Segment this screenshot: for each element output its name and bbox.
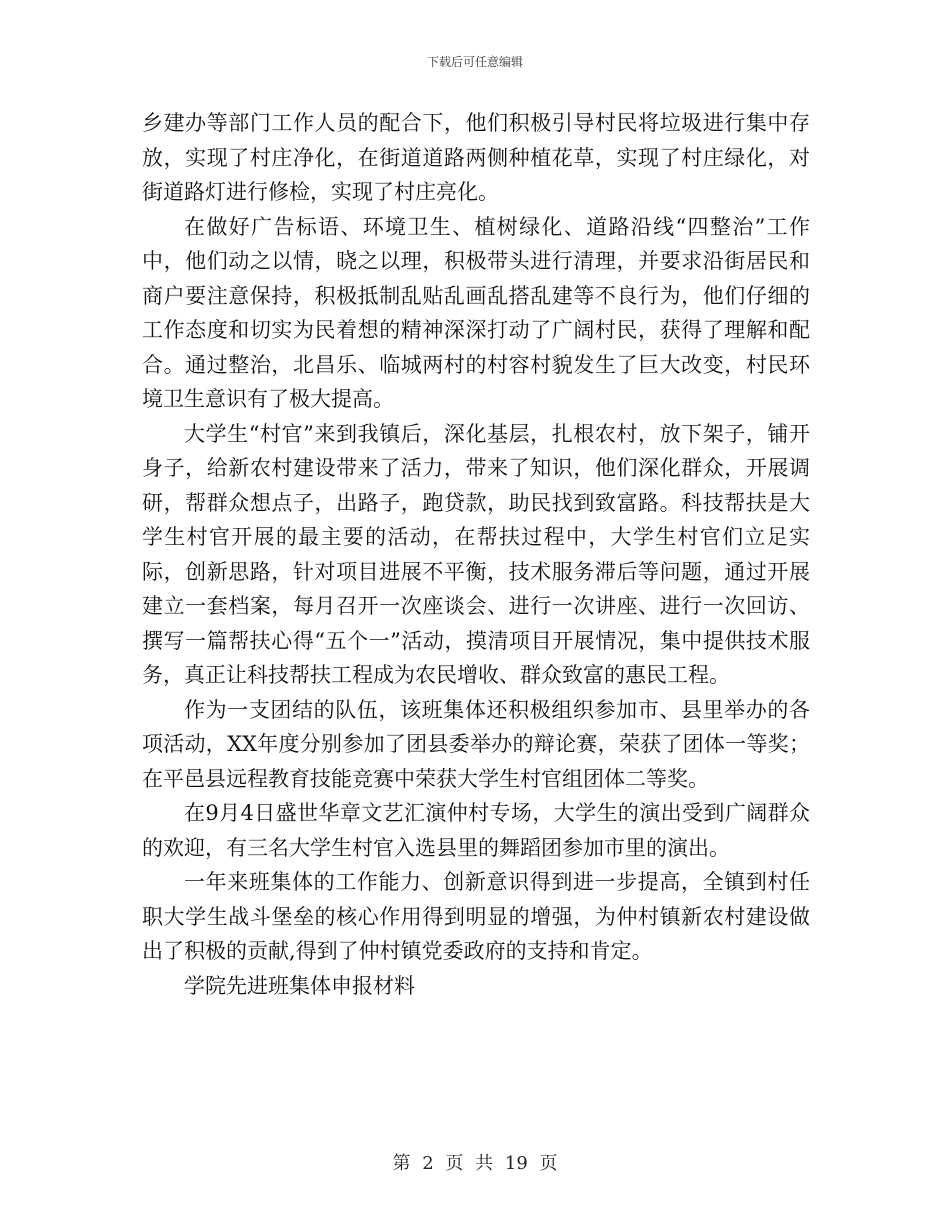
- paragraph-5: 在9月4日盛世华章文艺汇演仲村专场，大学生的演出受到广阔群众的欢迎，有三名大学生村官入选县里的舞蹈团参加市里的演出。: [142, 801, 810, 860]
- paragraph-3: 大学生“村官”来到我镇后，深化基层，扎根农村，放下架子，铺开身子，给新农村建设带来了活力，带来了知识，他们深化群众，开展调研，帮群众想点子，出路子，跑贷款，助民找到致富路。科技帮扶是大学生村官开展的最主要的活动，在帮扶过程中，大学生村官们立足实际，创新思路，针对项目进展不平衡，技术服务滞后等问题，通过开展建立一套档案，每月召开一次座谈会、进行一次讲座、进行一次回访、撰写一篇帮扶心得“五个一”活动，摸清项目开展情况，集中提供技术服务，真正让科技帮扶工程成为农民增收、群众致富的惠民工程。: [142, 421, 810, 687]
- paragraph-4: 作为一支团结的队伍，该班集体还积极组织参加市、县里举办的各项活动，XX年度分别参加了团县委举办的辩论赛，荣获了团体一等奖；在平邑县远程教育技能竞赛中荣获大学生村官组团体二等奖。: [142, 697, 810, 791]
- section-heading: 学院先进班集体申报材料: [184, 973, 415, 998]
- footer-current-page: 2: [422, 1153, 434, 1174]
- footer-total-pages: 19: [504, 1153, 528, 1174]
- page-header-note: 下载后可任意编辑: [426, 55, 523, 69]
- paragraph-1: 乡建办等部门工作人员的配合下，他们积极引导村民将垃圾进行集中存放，实现了村庄净化，在街道道路两侧种植花草，实现了村庄绿化，对街道路灯进行修检，实现了村庄亮化。: [142, 111, 810, 204]
- footer-prefix: 第: [392, 1153, 411, 1174]
- footer-suffix: 页: [539, 1153, 558, 1174]
- footer-total-word: 共: [475, 1153, 494, 1174]
- paragraph-6: 一年来班集体的工作能力、创新意识得到进一步提高，全镇到村任职大学生战斗堡垒的核心作用得到明显的增强，为仲村镇新农村建设做出了积极的贡献,得到了仲村镇党委政府的支持和肯定。: [142, 870, 810, 963]
- page-footer: [0, 1152, 950, 1176]
- footer-page-word: 页: [445, 1153, 464, 1174]
- document-body: [142, 106, 810, 1003]
- paragraph-2: 在做好广告标语、环境卫生、植树绿化、道路沿线“四整治”工作中，他们动之以情，晓之以理，积极带头进行清理，并要求沿街居民和商户要注意保持，积极抵制乱贴乱画乱搭乱建等不良行为，他们仔细的工作态度和切实为民着想的精神深深打动了广阔村民，获得了理解和配合。通过整治，北昌乐、临城两村的村容村貌发生了巨大改变，村民环境卫生意识有了极大提高。: [142, 214, 810, 411]
